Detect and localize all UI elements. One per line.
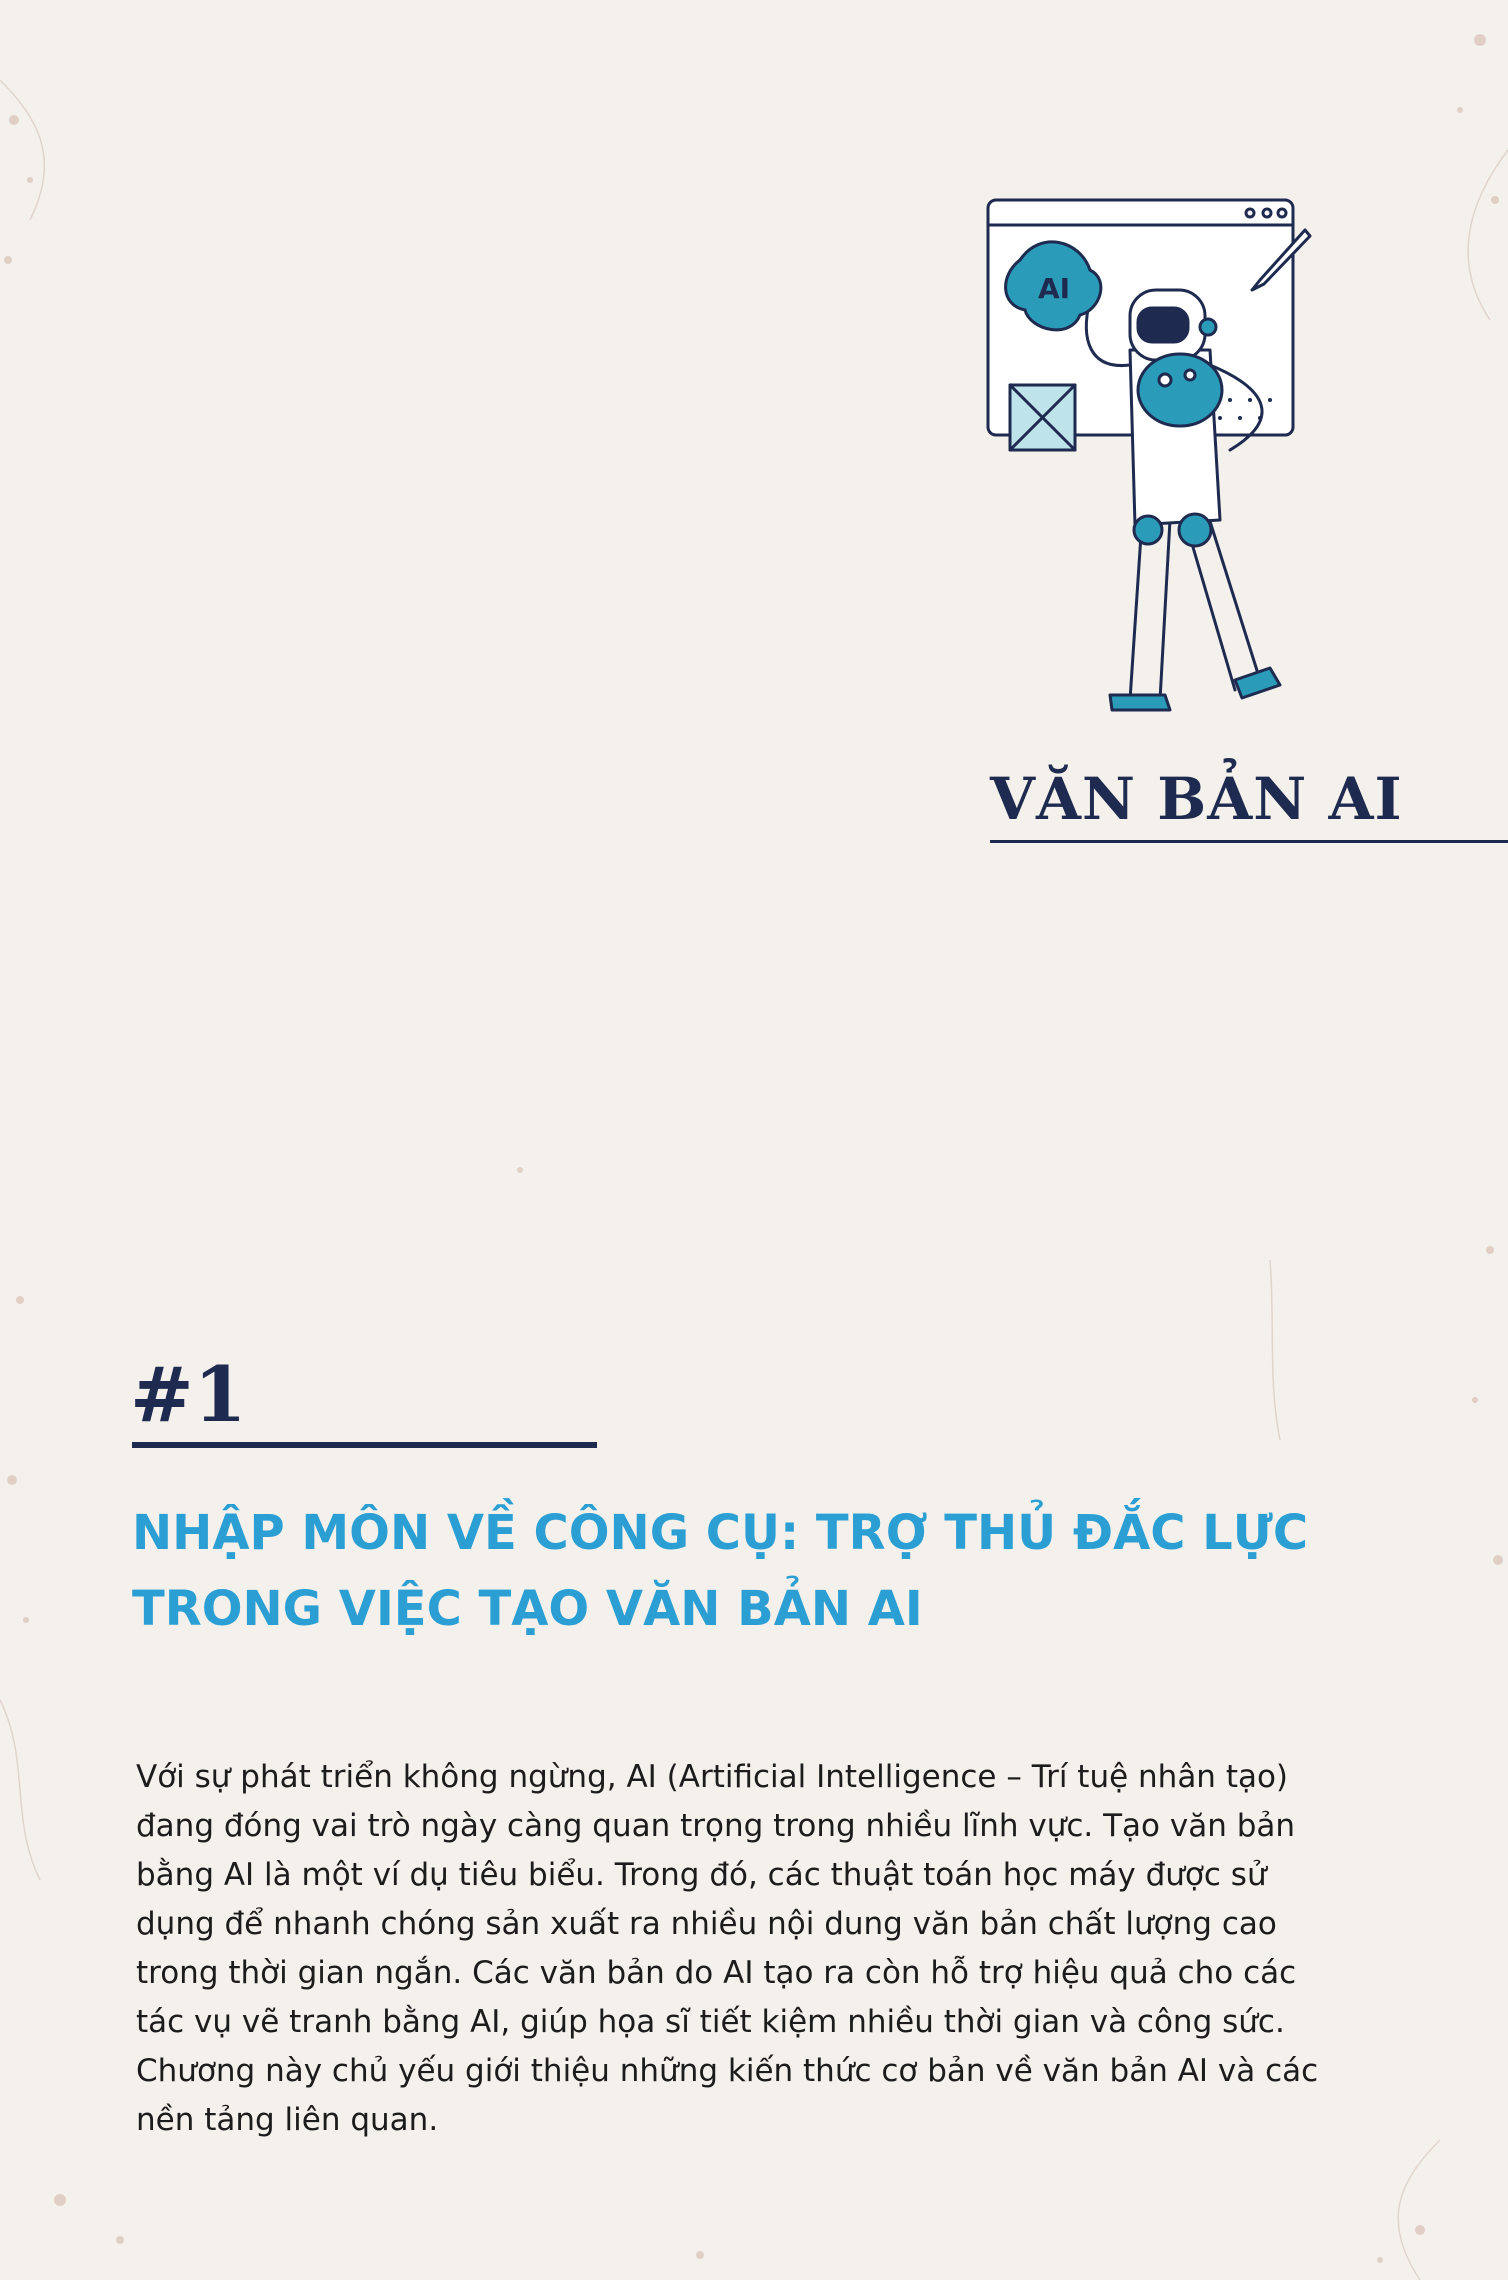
body-line: bằng AI là một ví dụ tiêu biểu. Trong đó, các thuật toán học máy được sử — [136, 1857, 1267, 1893]
body-line: tác vụ vẽ tranh bằng AI, giúp họa sĩ tiết kiệm nhiều thời gian và công sức. — [136, 2004, 1285, 2040]
section-heading-line: TRONG VIỆC TẠO VĂN BẢN AI — [132, 1581, 923, 1637]
body-line: dụng để nhanh chóng sản xuất ra nhiều nội dung văn bản chất lượng cao — [136, 1906, 1277, 1942]
section-number: #1 — [130, 1350, 247, 1439]
chapter-title-rule — [990, 840, 1508, 843]
body-line: đang đóng vai trò ngày càng quan trọng trong nhiều lĩnh vực. Tạo văn bản — [136, 1808, 1296, 1844]
section-heading — [132, 1495, 1432, 1647]
section-heading-line: NHẬP MÔN VỀ CÔNG CỤ: TRỢ THỦ ĐẮC LỰC — [132, 1505, 1309, 1561]
body-line: trong thời gian ngắn. Các văn bản do AI tạo ra còn hỗ trợ hiệu quả cho các — [136, 1955, 1297, 1991]
body-line: Chương này chủ yếu giới thiệu những kiến thức cơ bản về văn bản AI và các — [136, 2053, 1319, 2089]
body-line: Với sự phát triển không ngừng, AI (Artificial Intelligence – Trí tuệ nhân tạo) — [136, 1759, 1289, 1795]
chapter-title: VĂN BẢN AI — [990, 765, 1403, 833]
ai-badge-text: AI — [1038, 272, 1071, 305]
section-number-rule — [132, 1442, 597, 1448]
body-paragraph — [136, 1753, 1386, 2145]
robot-painter-illustration — [980, 190, 1340, 720]
body-line: nền tảng liên quan. — [136, 2102, 439, 2138]
